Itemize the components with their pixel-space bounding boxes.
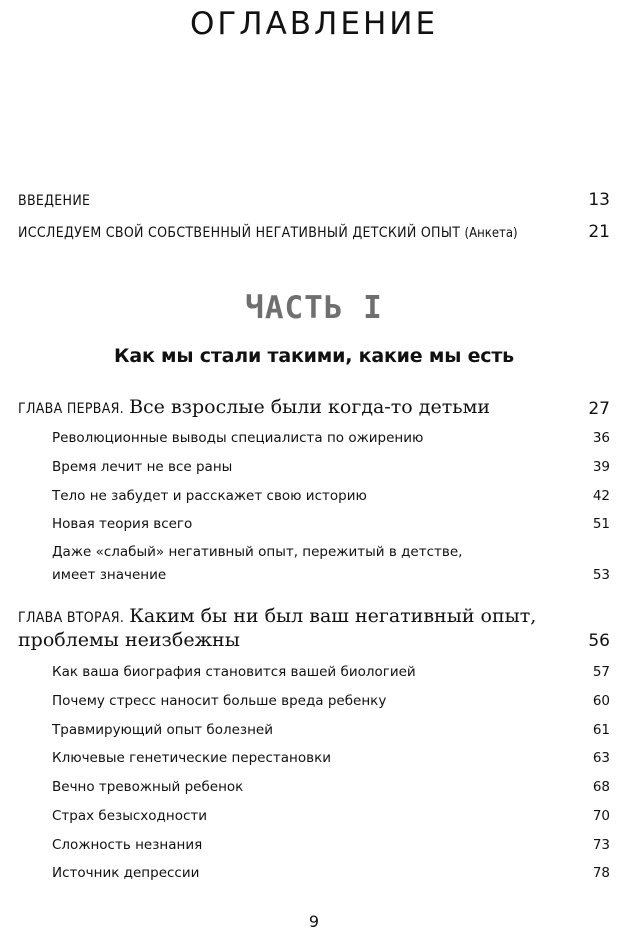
- section-page: 68: [592, 779, 610, 795]
- section-page: 73: [592, 837, 610, 853]
- toc-section[interactable]: [52, 513, 610, 536]
- toc-section[interactable]: [52, 776, 610, 799]
- toc-section[interactable]: [52, 427, 610, 450]
- toc-section[interactable]: [52, 805, 610, 828]
- part-title: Как мы стали такими, какие мы есть: [114, 345, 514, 367]
- toc-entry-title: ВВЕДЕНИЕ: [18, 193, 91, 209]
- section-title: Новая теория всего: [52, 516, 193, 532]
- section-title: Тело не забудет и расскажет свою историю: [52, 488, 367, 504]
- chapter-heading: [18, 605, 610, 652]
- section-title: Почему стресс наносит больше вреда ребенку: [52, 693, 387, 709]
- section-page: 42: [592, 488, 610, 504]
- chapter-page: 27: [588, 399, 610, 419]
- section-title: Вечно тревожный ребенок: [52, 779, 244, 795]
- section-page: 61: [592, 722, 610, 738]
- section-title: Ключевые генетические перестановки: [52, 750, 332, 766]
- chapter-heading: [18, 396, 610, 420]
- section-page: 39: [592, 459, 610, 475]
- toc-entry-page: 21: [588, 222, 610, 242]
- toc-chapter-2[interactable]: [18, 605, 610, 652]
- section-title: Даже «слабый» негативный опыт, пережитый в детстве, имеет значение: [52, 544, 463, 583]
- section-page: 51: [592, 516, 610, 532]
- toc-section[interactable]: [52, 456, 610, 479]
- section-page: 57: [592, 664, 610, 680]
- chapter-label: ГЛАВА ПЕРВАЯ.: [18, 401, 124, 417]
- section-page: 78: [592, 865, 610, 881]
- section-page: 63: [592, 750, 610, 766]
- section-title: Страх безысходности: [52, 808, 208, 824]
- section-title: Травмирующий опыт болезней: [52, 722, 273, 738]
- toc-section[interactable]: [52, 747, 610, 770]
- part-label: ЧАСТЬ I: [245, 290, 383, 326]
- chapter-title: [18, 396, 490, 420]
- section-page: 60: [592, 693, 610, 709]
- toc-section[interactable]: [52, 862, 610, 885]
- chapter-title: [18, 605, 536, 652]
- chapter-name-continued: проблемы неизбежны: [18, 629, 240, 651]
- toc-entry-subtitle: (Анкета): [464, 226, 518, 241]
- section-title: Время лечит не все раны: [52, 459, 233, 475]
- toc-chapter-1[interactable]: [18, 396, 610, 420]
- toc-entry-questionnaire[interactable]: [18, 222, 610, 242]
- section-title: Сложность незнания: [52, 837, 203, 853]
- toc-section[interactable]: [52, 485, 610, 508]
- toc-section[interactable]: [52, 719, 610, 742]
- toc-section[interactable]: [52, 834, 610, 857]
- toc-section[interactable]: [52, 661, 610, 684]
- section-page: 70: [592, 808, 610, 824]
- toc-section[interactable]: [52, 690, 610, 713]
- section-page: 36: [592, 430, 610, 446]
- toc-entry-title: ИССЛЕДУЕМ СВОЙ СОБСТВЕННЫЙ НЕГАТИВНЫЙ ДЕТСКИЙ ОПЫТ (Анкета): [18, 225, 518, 241]
- chapter-page: 56: [588, 631, 610, 651]
- section-page: 53: [592, 567, 610, 583]
- toc-entry-page: 13: [588, 190, 610, 210]
- toc-entry-introduction[interactable]: [18, 190, 610, 210]
- section-title: Революционные выводы специалиста по ожирению: [52, 430, 424, 446]
- section-title: Источник депрессии: [52, 865, 200, 881]
- chapter-label: ГЛАВА ВТОРАЯ.: [18, 610, 125, 626]
- page-number: 9: [308, 912, 320, 931]
- section-title: Как ваша биография становится вашей биологией: [52, 664, 416, 680]
- toc-section[interactable]: [52, 541, 610, 587]
- chapter-name: Все взрослые были когда-то детьми: [129, 396, 491, 418]
- page-title: ОГЛАВЛЕНИЕ: [189, 6, 439, 42]
- chapter-name: Каким бы ни был ваш негативный опыт,: [129, 605, 537, 627]
